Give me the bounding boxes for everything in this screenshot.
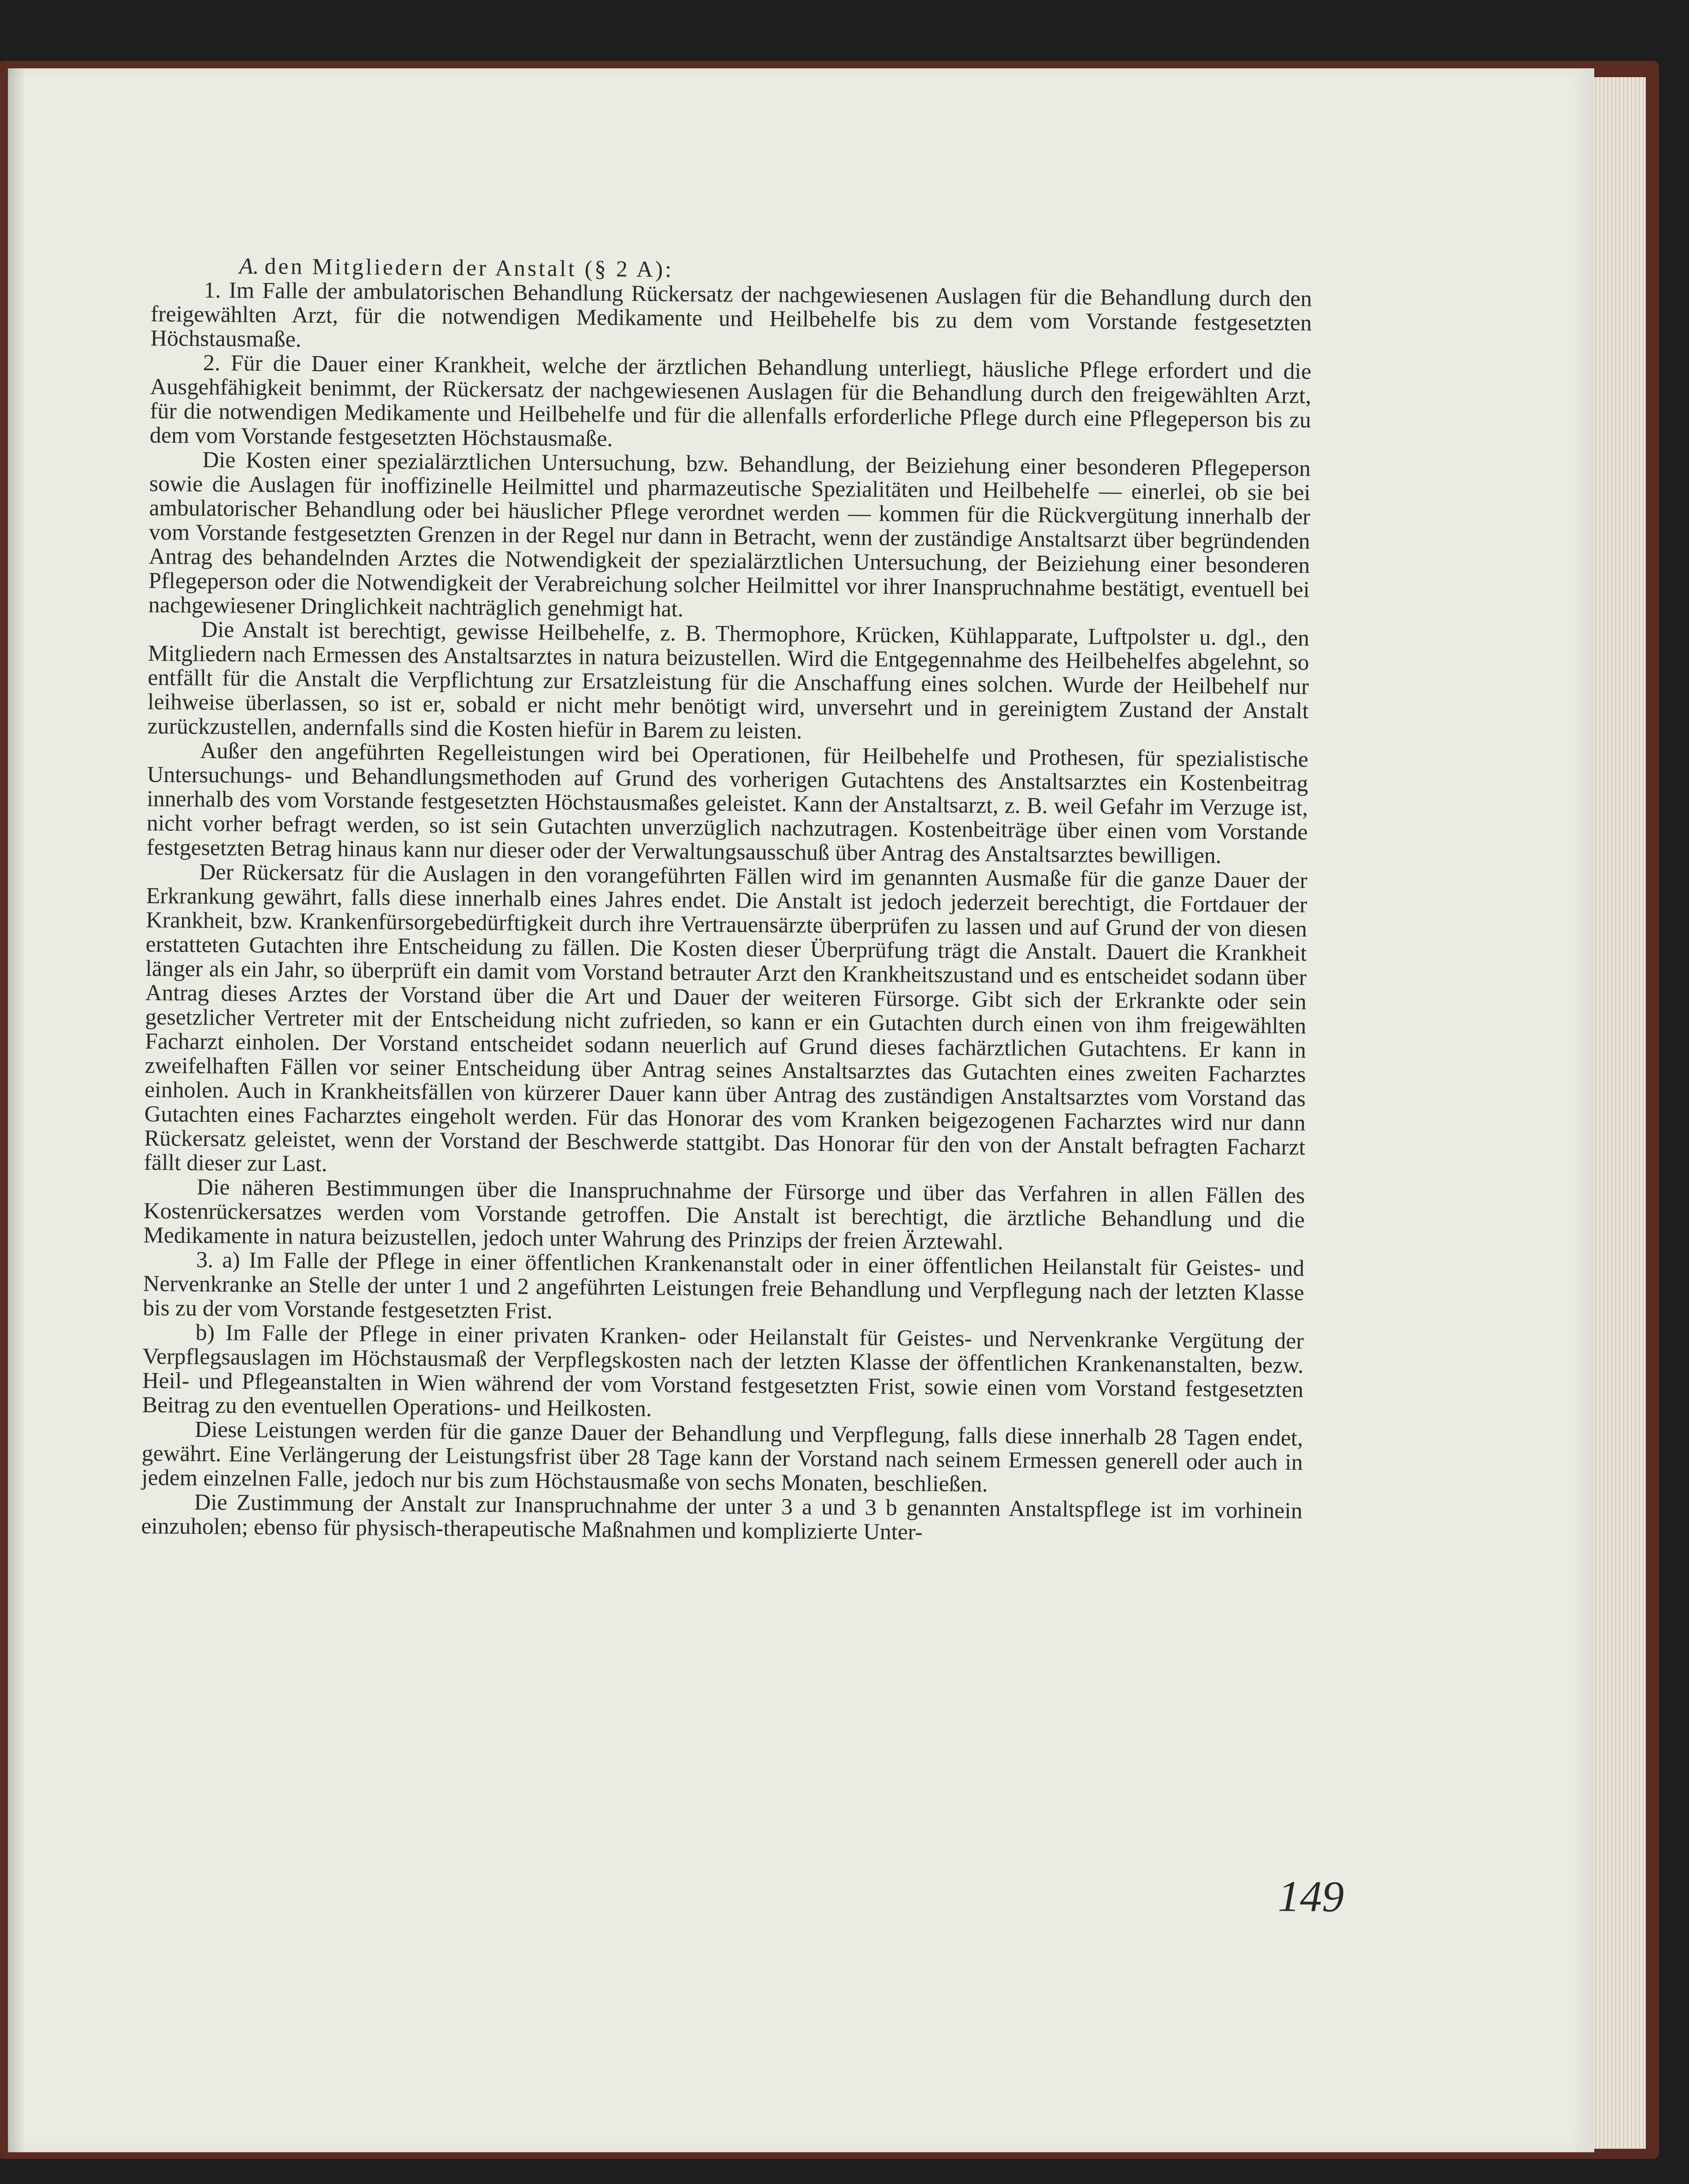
paragraph: Die Anstalt ist berechtigt, gewisse Heilbehelfe, z. B. Thermophore, Krücken, Kühlapparate, Luftpolster u. dgl., den Mitgliedern nach Ermessen des Anstaltsarztes in natura beizustellen. Wird die Entgegennahme des Heilbehelfes abgelehnt, so entfällt für die Anstalt die Verpflichtung zur Ersatzleistung für die Anschaffung eines solchen. Wurde der Heilbehelf nur leihweise überlassen, so ist er, sobald er nicht mehr benötigt wird, unversehrt und in gereinigtem Zustand der Anstalt zurückzustellen, andernfalls sind die Kosten hiefür in Barem zu leisten. [147,617,1310,744]
paragraph: Außer den angeführten Regelleistungen wird bei Operationen, für Heilbehelfe und Prothesen, für spezialistische Untersuchungs- und Behandlungsmethoden auf Grund des vorherigen Gutachtens des Anstaltsarztes ein Kostenbeitrag innerhalb des vom Vorstande festgesetzten Höchstausmaßes geleistet. Kann der Anstaltsarzt, z. B. weil Gefahr im Verzuge ist, nicht vorher befragt werden, so ist sein Gutachten unverzüglich nachzutragen. Kostenbeiträge über einen vom Vorstande festgesetzten Betrag hinaus kann nur dieser oder der Verwaltungsausschuß über Antrag des Anstaltsarztes bewilligen. [146,738,1309,869]
page-number: 149 [1277,1871,1344,1921]
paragraph: Der Rückersatz für die Auslagen in den vorangeführten Fällen wird im genannten Ausmaße für die ganze Dauer der Erkrankung gewährt, falls diese innerhalb eines Jahres endet. Die Anstalt ist jedoch jederzeit berechtigt, die Fortdauer der Krankheit, bzw. Krankenfürsorgebedürftigkeit durch ihre Vertrauensärzte überprüfen zu lassen und auf Grund der von diesen erstatteten Gutachten ihre Entscheidung zu fällen. Die Kosten dieser Überprüfung trägt die Anstalt. Dauert die Krankheit länger als ein Jahr, so überprüft ein damit vom Vorstand betrauter Arzt den Krankheitszustand und es entscheidet sodann über Antrag dieses Arztes der Vorstand über die Art und Dauer der weiteren Fürsorge. Gibt sich der Erkrankte oder sein gesetzlicher Vertreter mit der Entscheidung nicht zufrieden, so kann er ein Gutachten durch einen von ihm freigewählten Facharzt einholen. Der Vorstand entscheidet sodann neuerlich auf Grund dieses fachärztlichen Gutachtens. Er kann in zweifelhaften Fällen vor seiner Entscheidung über Antrag seines Anstaltsarztes das Gutachten eines zweiten Facharztes einholen. Auch in Krankheitsfällen von kürzerer Dauer kann über Antrag des zuständigen Anstaltsarztes vom Vorstand das Gutachten eines Facharztes eingeholt werden. Für das Honorar des vom Kranken beigezogenen Facharztes wird nur dann Rückersatz geleistet, wenn der Vorstand der Beschwerde stattgibt. Das Honorar für den von der Anstalt befragten Facharzt fällt dieser zur Last. [144,859,1308,1177]
paragraph: 3. a) Im Falle der Pflege in einer öffentlichen Krankenanstalt oder in einer öffentlichen Heilanstalt für Geistes- und Nervenkranke an Stelle der unter 1 und 2 angeführten Leistungen freie Behandlung und Verpflegung nach der letzten Klasse bis zu der vom Vorstande festgesetzten Frist. [142,1247,1305,1324]
body-text [141,253,1312,1548]
binding-gutter [8,68,26,2152]
paragraph: Die Zustimmung der Anstalt zur Inanspruchnahme der unter 3 a und 3 b genannten Anstaltspflege ist im vorhinein einzuholen; ebenso für physisch-therapeutische Maßnahmen und komplizierte Unter- [141,1489,1303,1545]
paragraph: Die Kosten einer spezialärztlichen Untersuchung, bzw. Behandlung, der Beiziehung einer besonderen Pflegeperson sowie die Auslagen für inoffizinelle Heilmittel und pharmazeutische Spezialitäten und Heilbehelfe — einerlei, ob sie bei ambulatorischer Behandlung oder bei häuslicher Pflege verordnet werden — kommen für die Rückvergütung innerhalb der vom Vorstande festgesetzten Grenzen in der Regel nur dann in Betracht, wenn der zuständige Anstaltsarzt über begründenden Antrag des behandelnden Arztes die Notwendigkeit der spezialärztlichen Untersuchung, der Beiziehung einer besonderen Pflegeperson oder die Notwendigkeit der Verabreichung solcher Heilmittel vor ihrer Inanspruchnahme bestätigt, eventuell bei nachgewiesener Dringlichkeit nachträglich genehmigt hat. [148,447,1311,622]
paragraph: Die näheren Bestimmungen über die Inanspruchnahme der Fürsorge und über das Verfahren in allen Fällen des Kostenrückersatzes werden vom Vorstande getroffen. Die Anstalt ist berechtigt, die ärztliche Behandlung und die Medikamente in natura beizustellen, jedoch unter Wahrung des Prinzips der freien Ärztewahl. [143,1174,1305,1255]
paragraph: Diese Leistungen werden für die ganze Dauer der Behandlung und Verpflegung, falls diese innerhalb 28 Tagen endet, gewährt. Eine Verlängerung der Leistungsfrist über 28 Tage kann der Vorstand nach seinem Ermessen generell oder auch in jedem einzelnen Falle, jedoch nur bis zum Höchstausmaße von sechs Monaten, beschließen. [141,1417,1303,1497]
section-label: A. [239,253,259,279]
paragraph: 1. Im Falle der ambulatorischen Behandlung Rückersatz der nachgewiesenen Auslagen für die Behandlung durch den freigewählten Arzt, für die notwendigen Medikamente und Heilbehelfe bis zu dem vom Vorstande festgesetzten Höchstausmaße. [150,277,1312,352]
paragraph: b) Im Falle der Pflege in einer privaten Kranken- oder Heilanstalt für Geistes- und Nervenkranke Vergütung der Verpflegsauslagen im Höchstausmaß der Verpflegskosten nach der letzten Klasse der öffentlichen Krankenanstalten, bezw. Heil- und Pflegeanstalten in Wien während der vom Vorstand festgesetzten Frist, sowie einen vom Vorstand festgesetzten Beitrag zu den eventuellen Operations- und Heilkosten. [142,1320,1304,1422]
paragraph: 2. Für die Dauer einer Krankheit, welche der ärztlichen Behandlung unterliegt, häusliche Pflege erfordert und die Ausgehfähigkeit benimmt, der Rückersatz der nachgewiesenen Auslagen für die Behandlung durch den freigewählten Arzt, für die notwendigen Medikamente und Heilbehelfe und für die allenfalls erforderliche Pflege durch eine Pflegeperson bis zu dem vom Vorstande festgesetzten Höchstausmaße. [149,350,1312,452]
section-heading-text: den Mitgliedern der Anstalt (§ 2 A): [264,254,674,283]
